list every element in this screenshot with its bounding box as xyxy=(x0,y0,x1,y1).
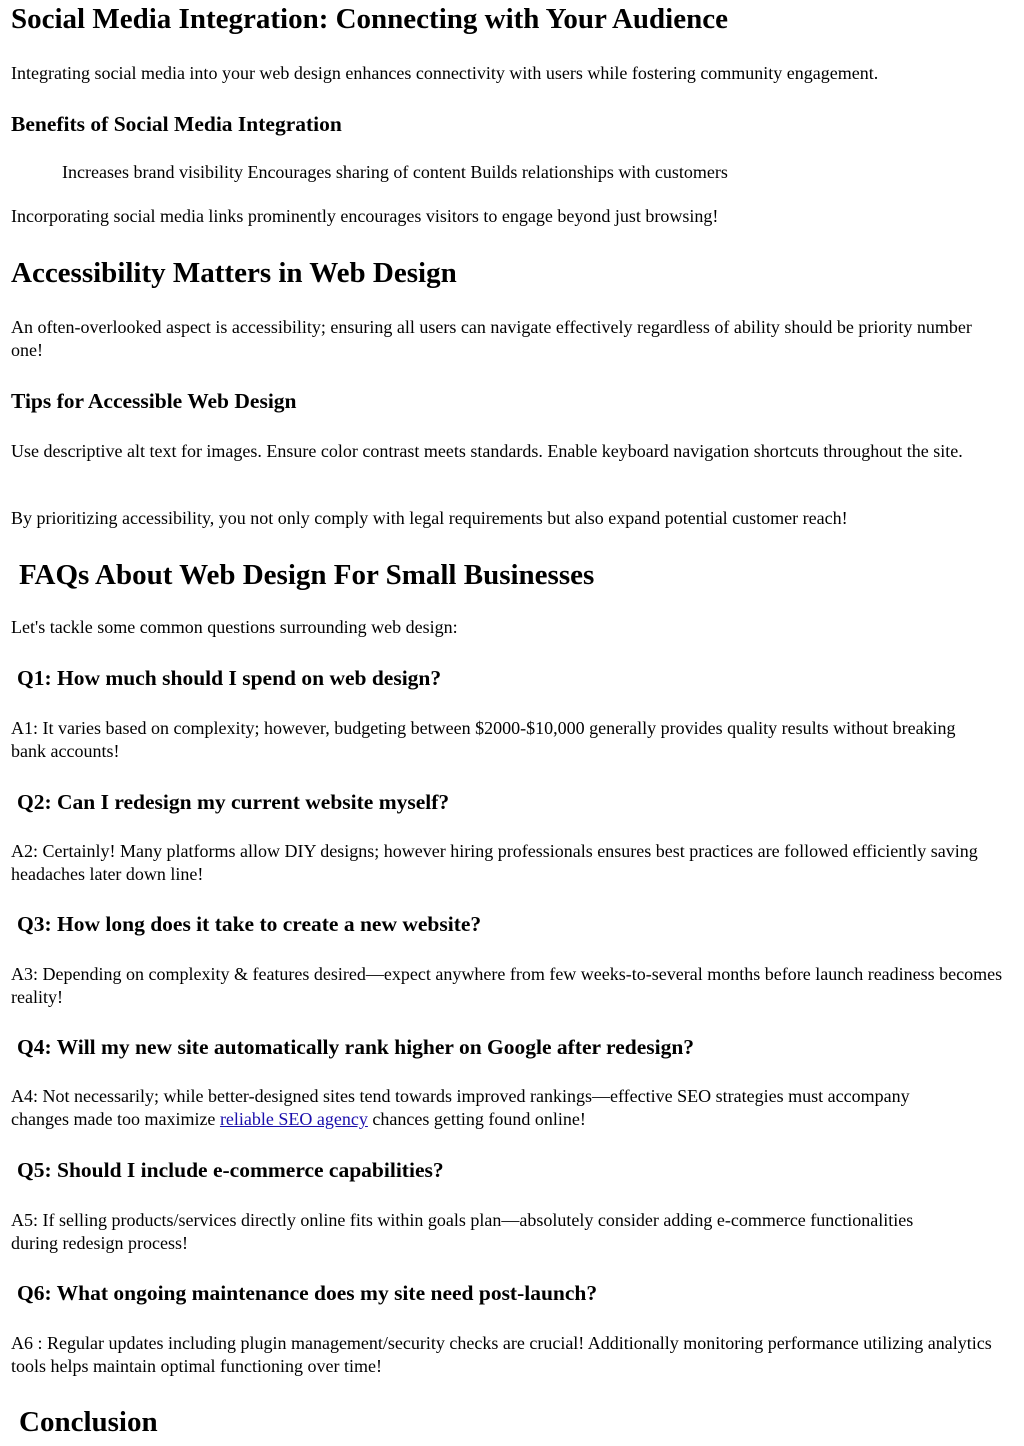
faq-answer-4-text-before: A4: Not necessarily; while better-designed sites tend towards improved rankings—effective SEO strategies must accompany changes made too maximize xyxy=(11,1086,910,1129)
accessibility-closing: By prioritizing accessibility, you not only comply with legal requirements but also expand potential customer reach! xyxy=(11,508,848,528)
conclusion-title: Conclusion xyxy=(19,1406,158,1438)
faq-answer-3: A3: Depending on complexity & features desired—expect anywhere from few weeks-to-several months before launch readiness becomes reality! xyxy=(11,964,1003,1007)
social-media-closing: Incorporating social media links prominently encourages visitors to engage beyond just browsing! xyxy=(11,206,719,226)
reliable-seo-agency-link[interactable]: reliable SEO agency xyxy=(219,1109,368,1129)
benefits-list: Increases brand visibility Encourages sharing of content Builds relationships with customers xyxy=(62,162,728,182)
faq-answer-4 xyxy=(11,1085,961,1131)
faq-question-2: Q2: Can I redesign my current website myself? xyxy=(17,790,450,814)
faq-answer-4-text-after: chances getting found online! xyxy=(367,1109,586,1129)
faq-answer-2: A2: Certainly! Many platforms allow DIY designs; however hiring professionals ensures best practices are followed efficiently saving headaches later down line! xyxy=(11,841,978,884)
social-media-title: Social Media Integration: Connecting with Your Audience xyxy=(11,3,728,35)
faq-question-6: Q6: What ongoing maintenance does my site need post-launch? xyxy=(17,1281,598,1305)
faq-answer-1: A1: It varies based on complexity; however, budgeting between $2000-$10,000 generally provides quality results without breaking bank accounts! xyxy=(11,718,956,761)
faq-question-5: Q5: Should I include e-commerce capabilities? xyxy=(17,1158,444,1182)
accessibility-tips-heading: Tips for Accessible Web Design xyxy=(11,389,297,413)
social-media-intro: Integrating social media into your web design enhances connectivity with users while fostering community engagement. xyxy=(11,63,879,83)
faq-question-4: Q4: Will my new site automatically rank higher on Google after redesign? xyxy=(17,1035,695,1059)
faqs-intro: Let's tackle some common questions surrounding web design: xyxy=(11,617,458,637)
accessibility-tips: Use descriptive alt text for images. Ensure color contrast meets standards. Enable keyboard navigation shortcuts throughout the site. xyxy=(11,441,963,461)
faq-question-3: Q3: How long does it take to create a new website? xyxy=(17,912,482,936)
accessibility-title: Accessibility Matters in Web Design xyxy=(11,257,457,289)
accessibility-intro: An often-overlooked aspect is accessibility; ensuring all users can navigate effectively regardless of ability should be priority number one! xyxy=(11,317,972,360)
benefits-heading: Benefits of Social Media Integration xyxy=(11,112,342,136)
faq-question-1: Q1: How much should I spend on web design? xyxy=(17,666,442,690)
faq-answer-6: A6 : Regular updates including plugin management/security checks are crucial! Additionally monitoring performance utilizing analytics tools helps maintain optimal functioning over time! xyxy=(11,1333,992,1376)
faq-answer-5: A5: If selling products/services directly online fits within goals plan—absolutely consider adding e-commerce functionalities during redesign process! xyxy=(11,1210,914,1253)
faqs-title: FAQs About Web Design For Small Businesses xyxy=(19,559,595,591)
